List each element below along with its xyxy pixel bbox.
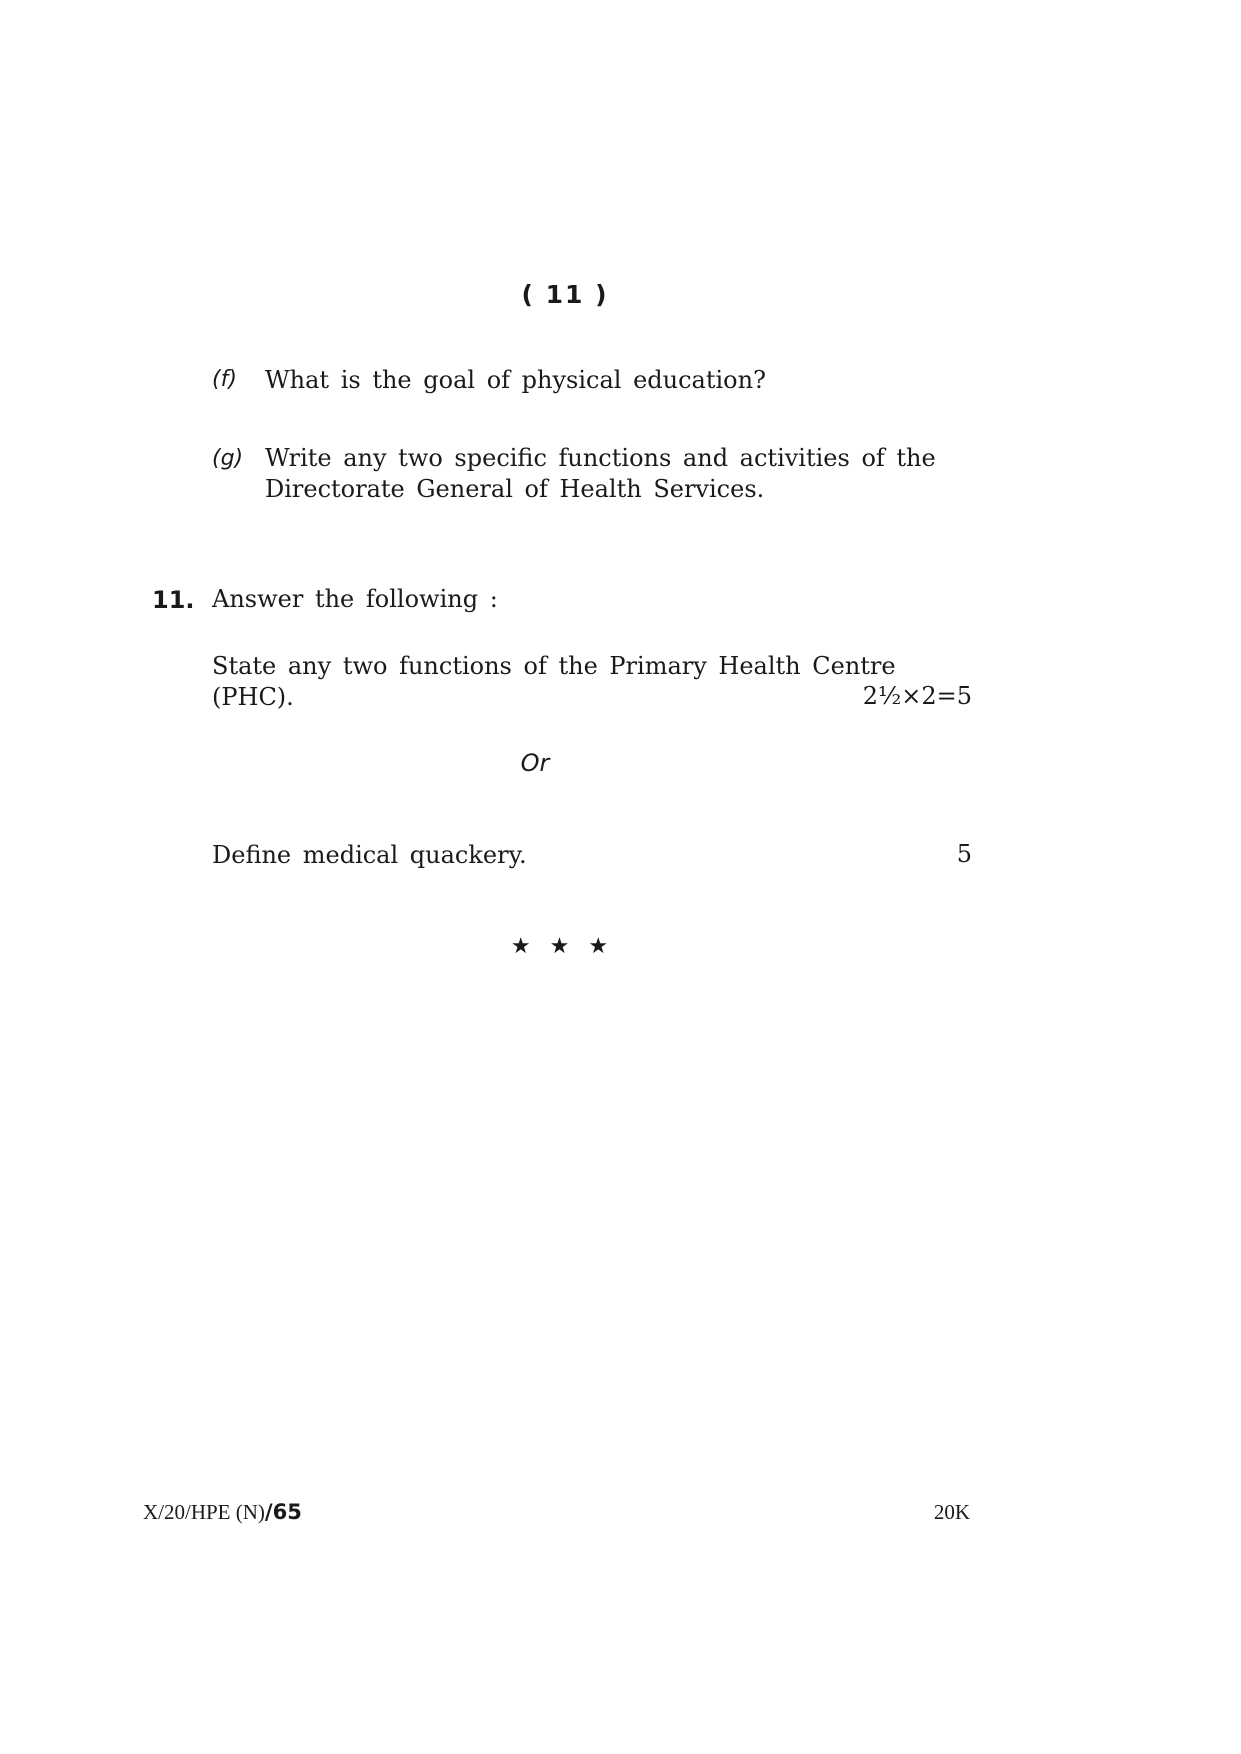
footer-code-prefix: X/20/HPE (N) bbox=[143, 1500, 265, 1524]
footer-code-suffix: /65 bbox=[264, 1500, 302, 1524]
or-separator: Or bbox=[520, 749, 550, 777]
question-11-number: 11. bbox=[152, 586, 195, 614]
question-g-text-line2: Directorate General of Health Services. bbox=[265, 475, 765, 503]
question-f-text: What is the goal of physical education? bbox=[265, 366, 766, 394]
footer-copies: 20K bbox=[933, 1500, 970, 1524]
question-11-option2: Define medical quackery. bbox=[212, 841, 527, 869]
question-11-option1-line1: State any two functions of the Primary Health Centre bbox=[212, 652, 896, 680]
question-11-option1-marks: 2½×2=5 bbox=[862, 682, 972, 710]
question-11-option1-line2: (PHC). bbox=[212, 683, 294, 711]
question-g-text-line1: Write any two specific functions and activities of the bbox=[265, 444, 936, 472]
question-f-label: (f) bbox=[212, 367, 237, 392]
footer-paper-code bbox=[143, 1500, 302, 1525]
question-11-title: Answer the following : bbox=[212, 585, 498, 613]
question-g-label: (g) bbox=[212, 446, 244, 471]
end-of-paper-stars: ★ ★ ★ bbox=[510, 934, 615, 959]
page-number: ( 11 ) bbox=[521, 280, 609, 309]
question-11-option2-marks: 5 bbox=[956, 840, 972, 868]
